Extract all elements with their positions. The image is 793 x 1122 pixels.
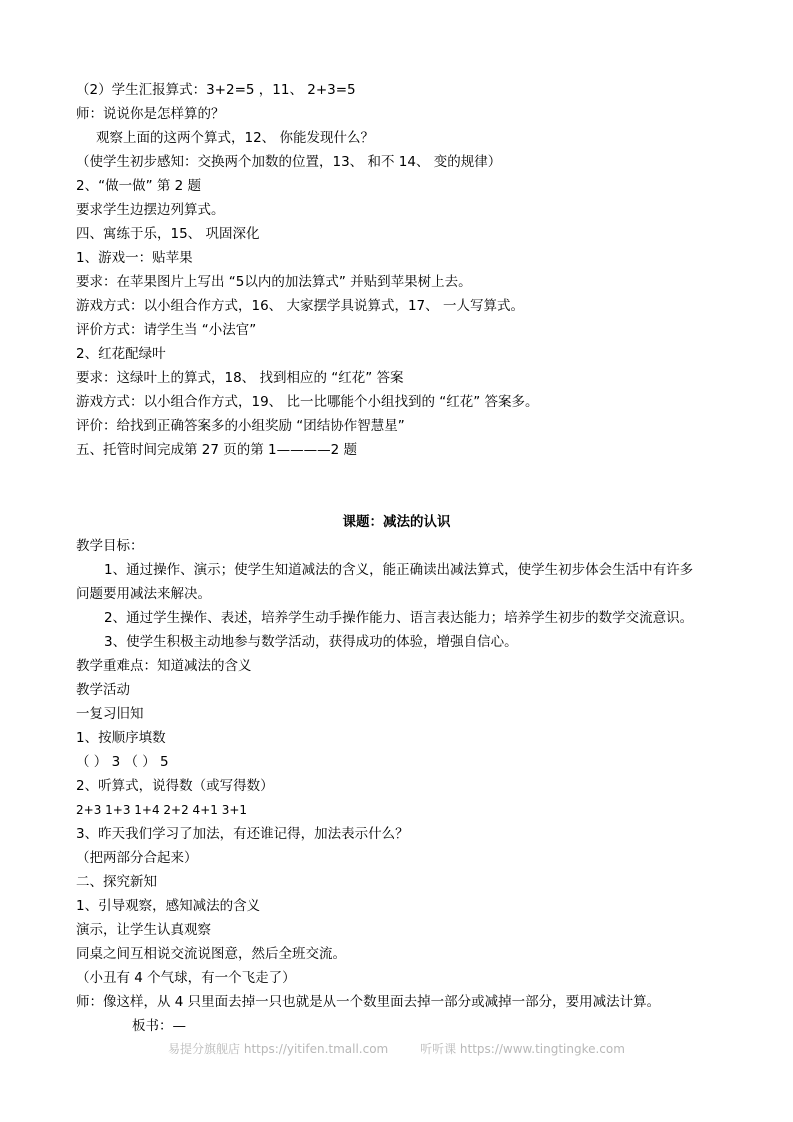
text-line: 2、听算式，说得数（或写得数） xyxy=(76,778,274,794)
text-line: 2、通过学生操作、表述，培养学生动手操作能力、语言表达能力；培养学生初步的数学交流意识。 xyxy=(104,610,694,626)
text-line: 观察上面的这两个算式，12、 你能发现什么？ xyxy=(96,130,374,146)
text-line: （小丑有 4 个气球，有一个飞走了） xyxy=(76,970,296,986)
text-line: 同桌之间互相说交流说图意，然后全班交流。 xyxy=(76,946,346,962)
text-line: 师：说说你是怎样算的？ xyxy=(76,106,225,122)
text-line: 1、通过操作、演示；使学生知道减法的含义，能正确读出减法算式，使学生初步体会生活中有许多 xyxy=(104,562,694,578)
text-line: 要求：在苹果图片上写出 “5以内的加法算式” 并贴到苹果树上去。 xyxy=(76,274,472,290)
text-line: 游戏方式：以小组合作方式，16、 大家摆学具说算式，17、 一人写算式。 xyxy=(76,298,524,314)
watermark-left: 易提分旗舰店 https://yitifen.tmall.com xyxy=(168,1042,389,1056)
text-line: 1、引导观察，感知减法的含义 xyxy=(76,898,261,914)
text-line: 1、游戏一：贴苹果 xyxy=(76,250,193,266)
text-line: 教学活动 xyxy=(76,682,130,698)
text-line: 游戏方式：以小组合作方式，19、 比一比哪能个小组找到的 “红花” 答案多。 xyxy=(76,394,539,410)
text-line: 评价方式：请学生当 “小法官” xyxy=(76,322,257,338)
text-line: 要求学生边摆边列算式。 xyxy=(76,202,225,218)
page-title: 课题：减法的认识 xyxy=(342,514,451,530)
text-line: 四、寓练于乐，15、 巩固深化 xyxy=(76,226,260,242)
text-line: 板书：— xyxy=(132,1018,186,1034)
text-line: （2）学生汇报算式：3+2=5 ，11、 2+3=5 xyxy=(76,82,356,98)
text-line: 五、托管时间完成第 27 页的第 1————2 题 xyxy=(76,442,358,458)
text-line: 演示，让学生认真观察 xyxy=(76,922,211,938)
text-line: 教学目标： xyxy=(76,538,144,554)
text-line: （ ） 3 （ ） 5 xyxy=(76,754,169,770)
text-line: 评价：给找到正确答案多的小组奖励 “团结协作智慧星” xyxy=(76,418,405,434)
text-line: 3、使学生积极主动地参与数学活动，获得成功的体验，增强自信心。 xyxy=(104,634,518,650)
text-line: 教学重难点：知道减法的含义 xyxy=(76,658,252,674)
text-line: 2、“做一做” 第 2 题 xyxy=(76,178,202,194)
text-line: 问题要用减法来解决。 xyxy=(76,586,211,602)
text-line: 要求：这绿叶上的算式，18、 找到相应的 “红花” 答案 xyxy=(76,370,404,386)
text-line: 二、探究新知 xyxy=(76,874,157,890)
watermark xyxy=(0,1040,793,1057)
text-line: 师：像这样，从 4 只里面去掉一只也就是从一个数里面去掉一部分或减掉一部分，要用减法计算。 xyxy=(76,994,661,1010)
text-line: 1、按顺序填数 xyxy=(76,730,166,746)
text-line: 2+3 1+3 1+4 2+2 4+1 3+1 xyxy=(76,803,248,817)
watermark-right: 听听课 https://www.tingtingke.com xyxy=(420,1042,625,1056)
text-line: （使学生初步感知：交换两个加数的位置，13、 和不 14、 变的规律） xyxy=(76,154,502,170)
text-line: 一复习旧知 xyxy=(76,706,144,722)
text-line: 3、昨天我们学习了加法，有还谁记得，加法表示什么？ xyxy=(76,826,409,842)
text-line: 2、红花配绿叶 xyxy=(76,346,166,362)
text-line: （把两部分合起来） xyxy=(76,850,198,866)
